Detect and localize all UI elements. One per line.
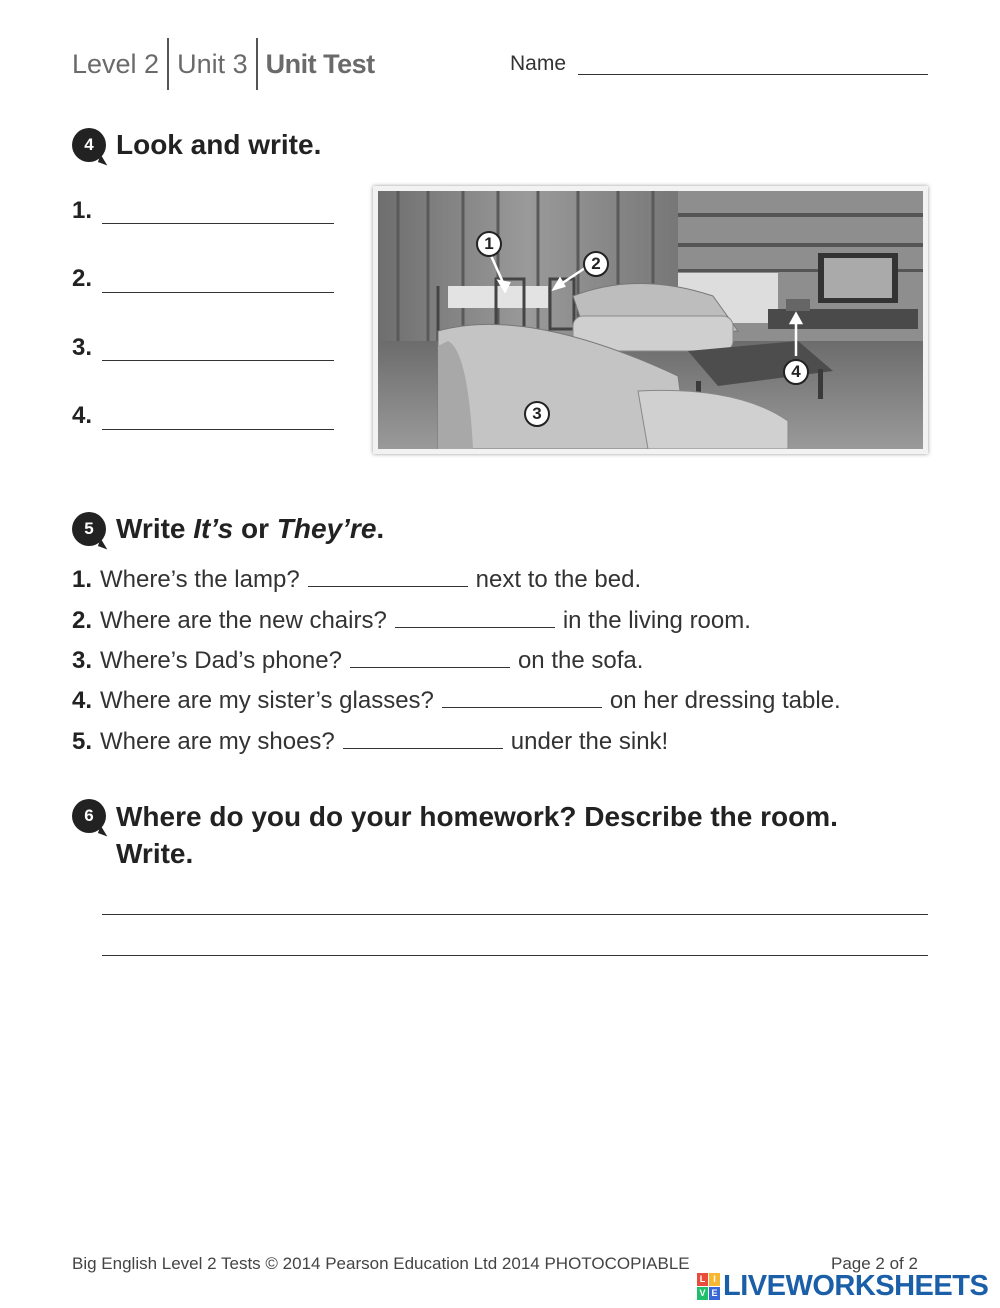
title-italic-its: It’s [193,513,234,544]
photo-label-2: 2 [583,251,609,277]
title-part: or [241,513,270,544]
logo-text: LIVEWORKSHEETS [723,1270,989,1302]
living-room-photo [373,186,928,454]
ex5-row [72,728,668,756]
exercise-4-heading [72,128,321,162]
logo-letter: L [697,1273,708,1286]
row-answer-tail: under the sink! [510,728,669,755]
exercise-5-title [116,513,384,545]
answer-blank-4[interactable] [442,687,602,708]
exercise-number-badge: 6 [72,799,106,833]
row-number: 5. [72,728,93,755]
writing-line-2[interactable] [102,955,928,956]
name-input-line[interactable] [578,74,928,75]
copyright-footer: Big English Level 2 Tests © 2014 Pearson Education Ltd 2014 PHOTOCOPIABLE [72,1254,690,1273]
title-part: Write [116,513,186,544]
ex5-row [72,687,841,715]
ex4-answer-line-3[interactable] [102,359,334,361]
answer-blank-1[interactable] [308,566,468,587]
photo-label-3: 3 [524,401,550,427]
header-bar [72,44,375,84]
living-room-illustration [378,191,923,449]
liveworksheets-logo[interactable] [697,1270,988,1303]
row-answer-tail: next to the bed. [475,566,642,593]
ex4-answer-line-4[interactable] [102,428,334,430]
title-line: Where do you do your homework? Describe the room. [116,801,838,832]
exercise-6-title [116,798,838,872]
logo-grid-icon [697,1273,720,1300]
row-question: Where are the new chairs? [100,607,387,634]
row-question: Where’s the lamp? [100,566,300,593]
row-number: 4. [72,687,93,714]
level-label: Level 2 [72,48,160,79]
exercise-5-heading [72,512,384,546]
answer-blank-3[interactable] [350,647,510,668]
title-italic-theyre: They’re [276,513,377,544]
row-question: Where’s Dad’s phone? [100,647,342,674]
header-divider [256,38,258,90]
exercise-6-heading [72,798,838,872]
photo-label-1: 1 [476,231,502,257]
exercise-4-title: Look and write. [116,129,322,160]
logo-letter: V [697,1287,708,1300]
row-answer-tail: on her dressing table. [609,687,841,714]
name-label: Name [510,52,567,75]
ex5-row [72,607,751,635]
row-answer-tail: in the living room. [562,607,751,634]
logo-letter: I [709,1273,720,1286]
unit-label: Unit 3 [177,48,248,79]
test-label: Unit Test [265,48,375,79]
title-period: . [376,513,385,544]
row-number: 3. [72,647,93,674]
row-number: 2. [72,607,93,634]
photo-label-4: 4 [783,359,809,385]
row-question: Where are my shoes? [100,728,335,755]
ex4-item-number: 2. [72,265,93,292]
title-line: Write. [116,838,194,869]
ex4-answer-line-1[interactable] [102,222,334,224]
ex5-row [72,647,643,675]
header-divider [167,38,169,90]
logo-letter: E [709,1287,720,1300]
answer-blank-2[interactable] [395,607,555,628]
row-question: Where are my sister’s glasses? [100,687,434,714]
page-number: Page 2 of 2 [831,1254,918,1273]
ex5-row [72,566,641,594]
ex4-answer-line-2[interactable] [102,291,334,293]
exercise-number-badge: 5 [72,512,106,546]
ex4-item-number: 1. [72,197,93,224]
ex4-item-number: 3. [72,334,93,361]
answer-blank-5[interactable] [343,728,503,749]
row-number: 1. [72,566,93,593]
row-answer-tail: on the sofa. [517,647,644,674]
exercise-number-badge: 4 [72,128,106,162]
writing-line-1[interactable] [102,914,928,915]
ex4-item-number: 4. [72,402,93,429]
